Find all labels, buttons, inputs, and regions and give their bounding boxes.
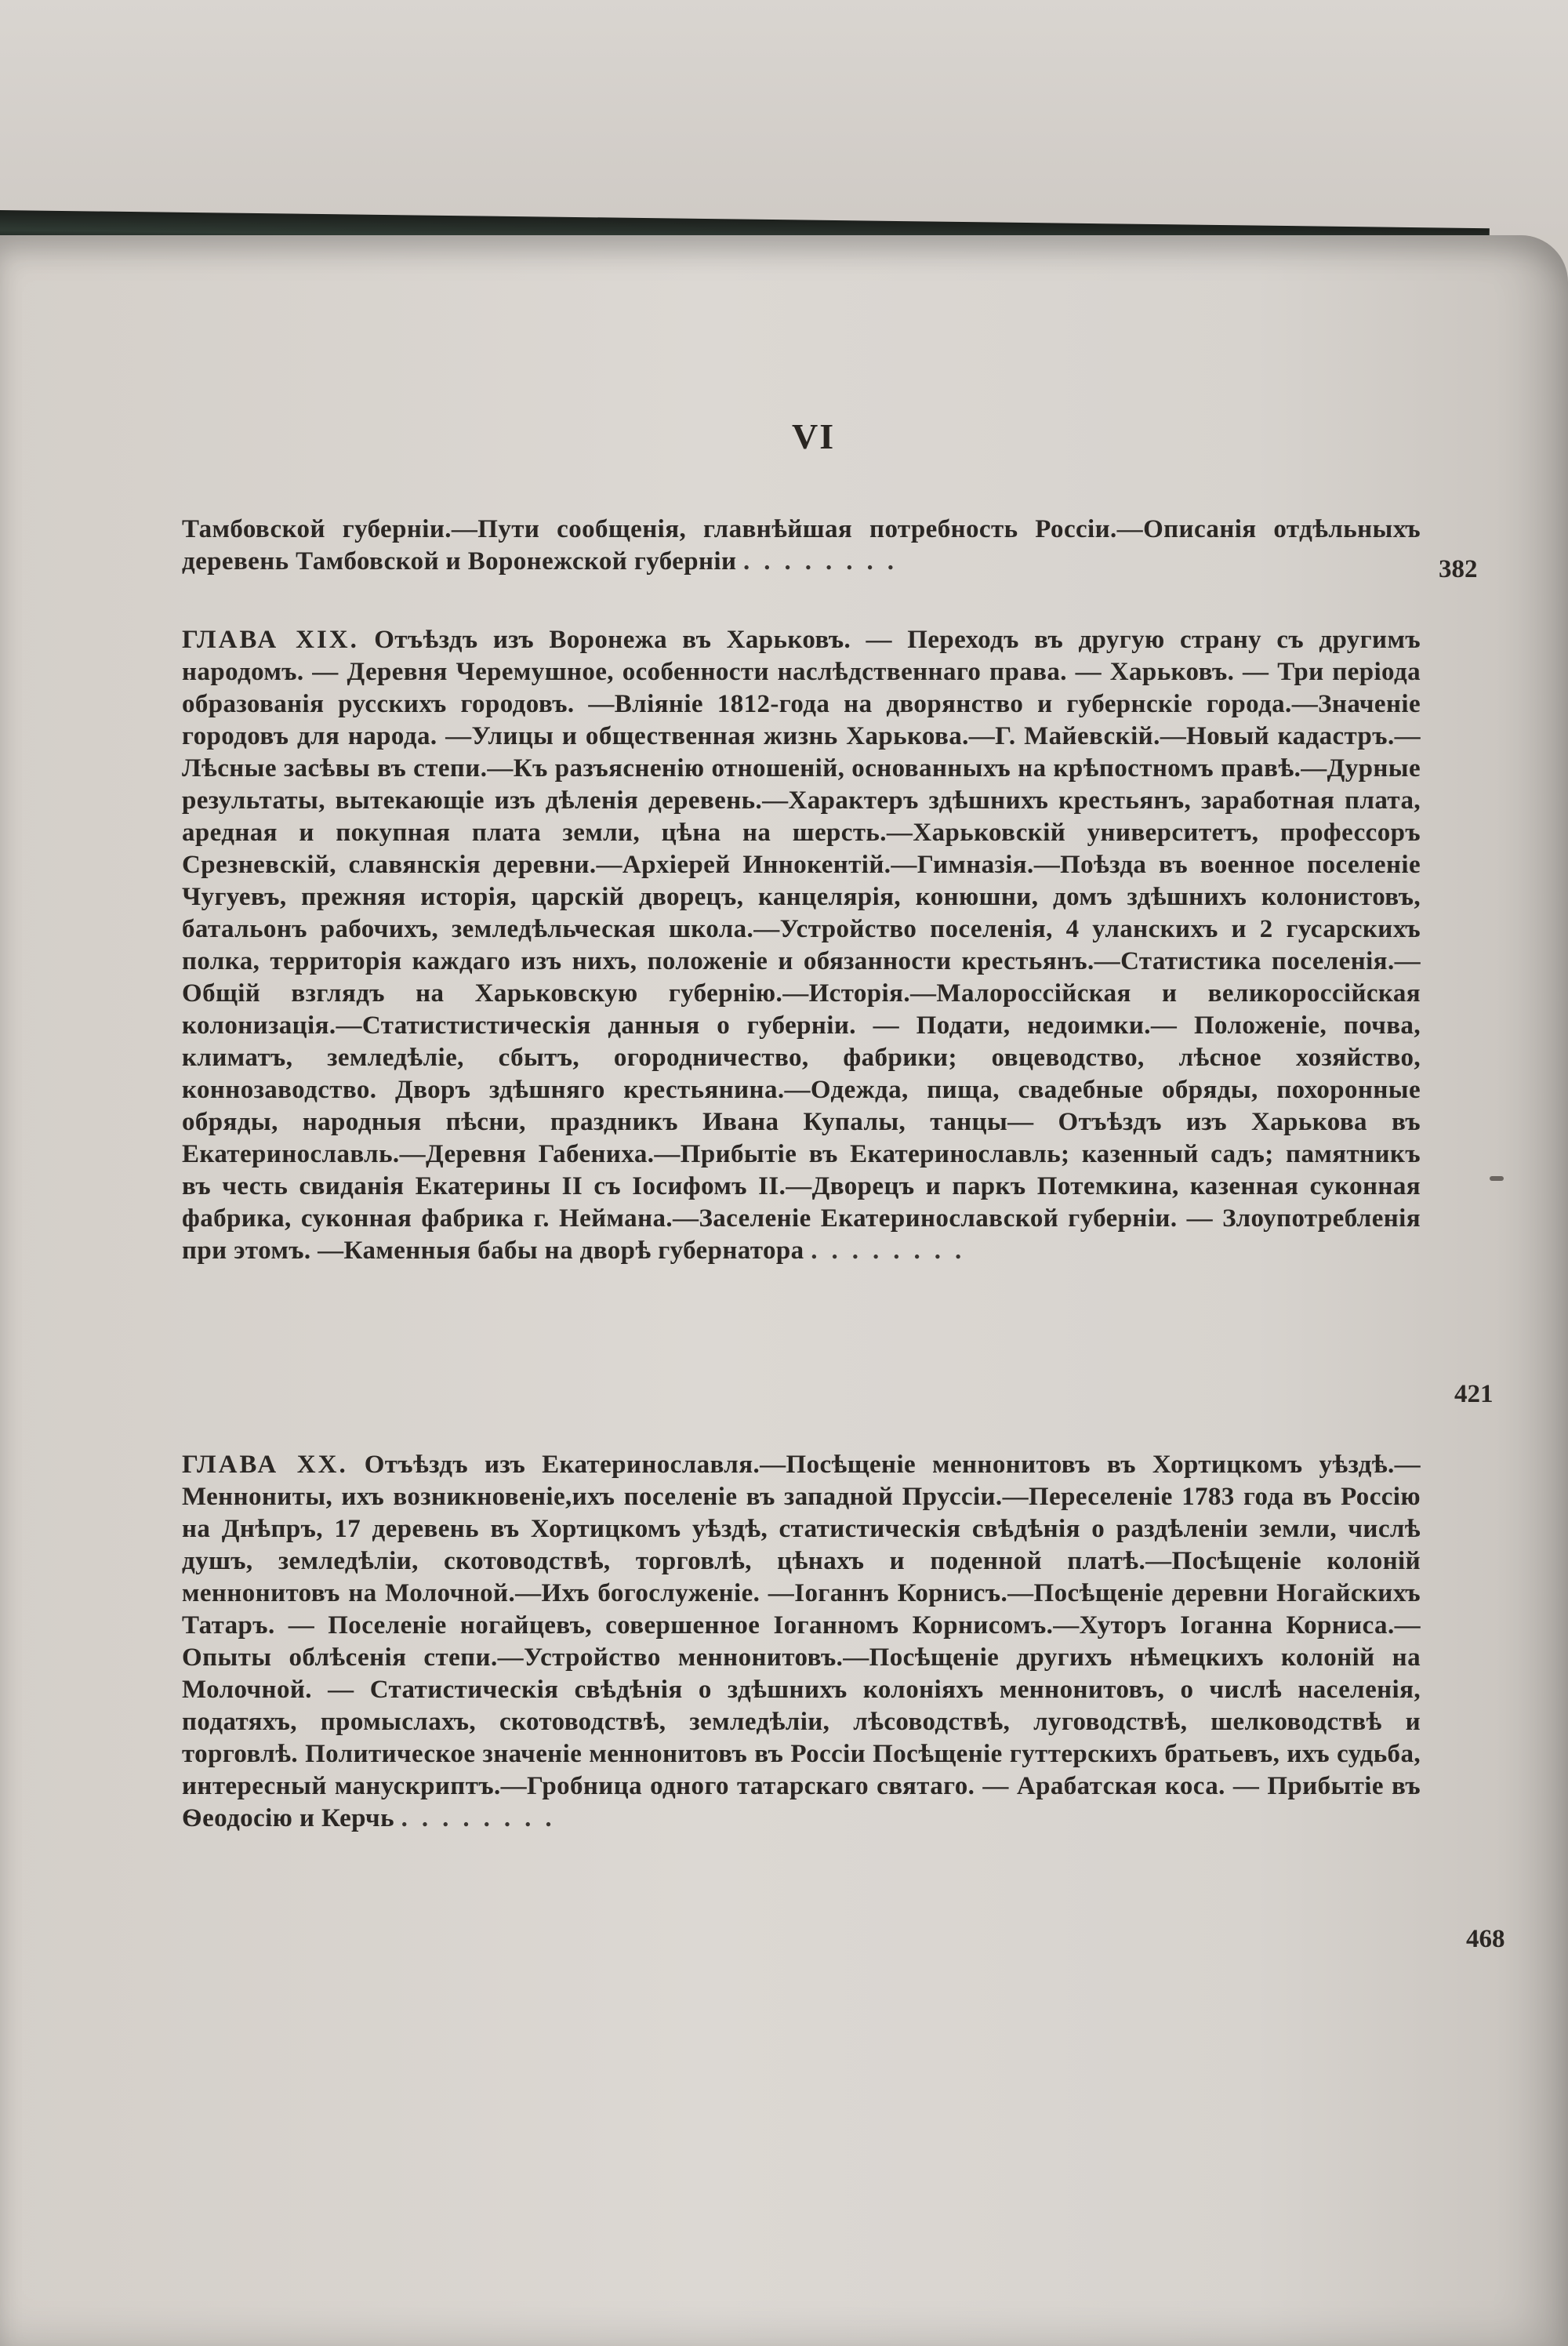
page-ref-421: 421 (1454, 1380, 1494, 1408)
toc-entry-chapter-19 (182, 624, 1421, 1267)
entry-text: Отъѣздъ изъ Екатеринославля.—Посѣщеніе меннонитовъ въ Хортицкомъ уѣздѣ.—Меннониты, ихъ возникновеніе,ихъ поселеніе въ западной Пруссіи.—Переселеніе 1783 года въ Россію на Днѣпръ, 17 деревень въ Хортицкомъ уѣздѣ, статистическія свѣдѣнія о раздѣленіи земли, числѣ душъ, земледѣліи, скотоводствѣ, торговлѣ, цѣнахъ и поденной платѣ.—Посѣщеніе колоній меннонитовъ на Молочной.—Ихъ богослуженіе. —Іоганнъ Корнисъ.—Посѣщеніе деревни Ногайскихъ Татаръ. — Поселеніе ногайцевъ, совершенное Іоганномъ Корнисомъ.—Хуторъ Іоганна Корниса.—Опыты облѣсенія степи.—Устройство меннонитовъ.—Посѣщеніе другихъ нѣмецкихъ колоній на Молочной. — Статистическія свѣдѣнія о здѣшнихъ колоніяхъ меннонитовъ, о числѣ населенія, податяхъ, промыслахъ, скотоводствѣ, земледѣліи, лѣсоводствѣ, луговодствѣ, шелководствѣ и торговлѣ. Политическое значеніе меннонитовъ въ Россіи Посѣщеніе гуттерскихъ братьевъ, ихъ судьба, интересный манускриптъ.—Гробница одного татарскаго святаго. — Арабатская коса. — Прибытіе въ Ѳеодосію и Керчь (182, 1451, 1421, 1832)
page-ref-468: 468 (1466, 1925, 1505, 1953)
entry-text: Отъѣздъ изъ Воронежа въ Харьковъ. — Переходъ въ другую страну съ другимъ народомъ. — Деревня Черемушное, особенности наслѣдственнаго права. — Харьковъ. — Три періода образованія русскихъ городовъ. —Вліяніе 1812-года на дворянство и губернскіе города.—Значеніе городовъ для народа. —Улицы и общественная жизнь Харькова.—Г. Майевскій.—Новый кадастръ.—Лѣсные засѣвы въ степи.—Къ разъясненію отношеній, основанныхъ на крѣпостномъ правѣ.—Дурные результаты, вытекающіе изъ дѣленія деревень.—Характеръ здѣшнихъ крестьянъ, заработная плата, аредная и покупная плата земли, цѣна на шерсть.—Харьковскій университетъ, профессоръ Срезневскій, славянскія деревни.—Архіерей Иннокентій.—Гимназія.—Поѣзда въ военное поселеніе Чугуевъ, прежняя исторія, царскій дворецъ, канцелярія, конюшни, домъ здѣшнихъ колонистовъ, батальонъ рабочихъ, земледѣльческая школа.—Устройство поселенія, 4 уланскихъ и 2 гусарскихъ полка, территорія каждаго изъ нихъ, положеніе и обязанности крестьянъ.—Статистика поселенія.—Общій взглядъ на Харьковскую губернію.—Исторія.—Малороссійская и великороссійская колонизація.—Статистистическія данныя о губерніи. — Подати, недоимки.— Положеніе, почва, климатъ, земледѣліе, сбытъ, огородничество, фабрики; овцеводство, лѣсное хозяйство, коннозаводство. Дворъ здѣшняго крестьянина.—Одежда, пища, свадебные обряды, похоронные обряды, народныя пѣсни, праздникъ Ивана Купалы, танцы— Отъѣздъ изъ Харькова въ Екатеринославль.—Деревня Габениха.—Прибытіе въ Екатеринославль; казенный садъ; памятникъ въ честь свиданія Екатерины II съ Іосифомъ II.—Дворецъ и паркъ Потемкина, казенная суконная фабрика, суконная фабрика г. Неймана.—Заселеніе Екатеринославской губерніи. — Злоупотребленія при этомъ. —Каменныя бабы на дворѣ губернатора (182, 626, 1421, 1265)
background-surface (0, 0, 1568, 235)
page-number: VI (792, 416, 836, 456)
leader-dots: ........ (401, 1804, 566, 1832)
chapter-heading: ГЛАВА XX. (182, 1451, 348, 1479)
entry-text: Тамбовской губерніи.—Пути сообщенія, главнѣйшая потребность Россіи.—Описанія отдѣльныхъ деревень Тамбовской и Воронежской губерніи (182, 515, 1421, 576)
chapter-heading: ГЛАВА XIX. (182, 626, 359, 654)
page-ref-382: 382 (1439, 555, 1478, 583)
leader-dots: ........ (811, 1237, 976, 1265)
toc-entry-continuation (182, 514, 1421, 578)
toc-entry-chapter-20 (182, 1449, 1421, 1835)
ink-mark (1490, 1176, 1504, 1181)
leader-dots: ........ (743, 547, 909, 576)
